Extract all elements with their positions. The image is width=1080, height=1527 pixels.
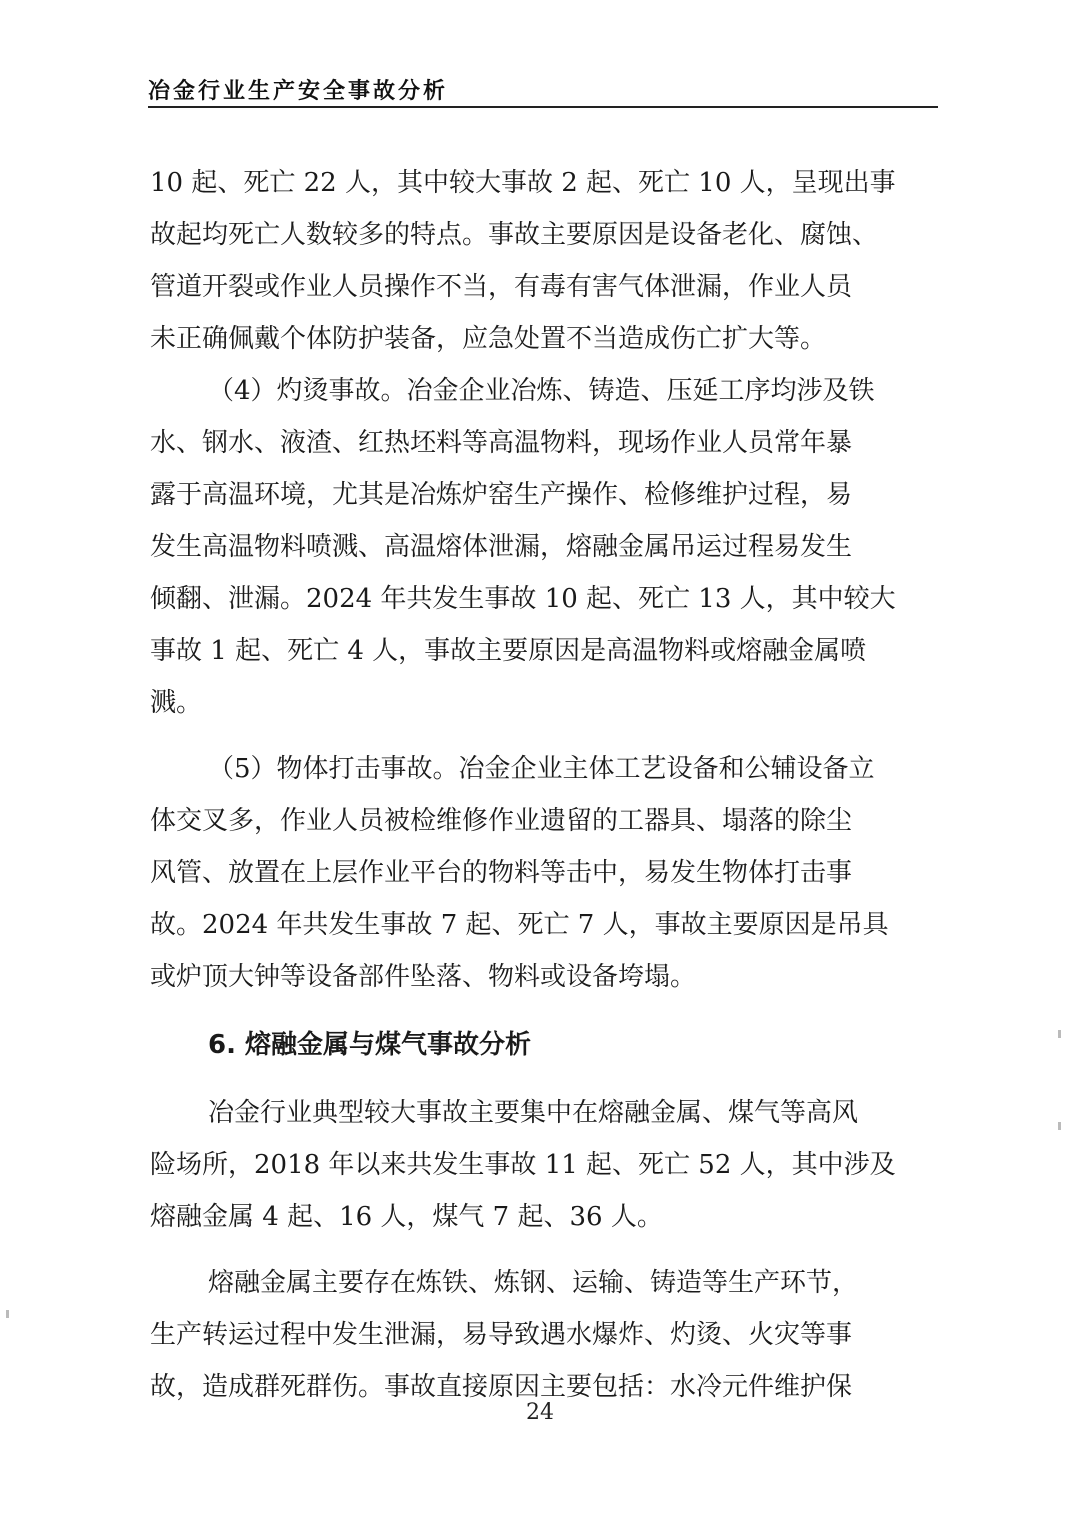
text-line: 水、钢水、液渣、红热坯料等高温物料，现场作业人员常年暴 [150,428,853,458]
paragraph [150,1087,940,1243]
text-line: 溅。 [150,688,203,718]
text-line: 熔融金属 4 起、16 人，煤气 7 起、36 人。 [150,1202,663,1232]
text-line: 管道开裂或作业人员操作不当，有毒有害气体泄漏，作业人员 [150,272,853,302]
paragraph [150,157,940,365]
scan-mark [1058,1030,1061,1038]
text-line: 生产转运过程中发生泄漏，易导致遇水爆炸、灼烫、火灾等事 [150,1320,853,1350]
text-line: 露于高温环境，尤其是冶炼炉窑生产操作、检修维护过程，易 [150,480,853,510]
paragraph-spacer [150,1003,940,1019]
text-line: 故，造成群死群伤。事故直接原因主要包括：水冷元件维护保 [150,1372,853,1402]
page-number: 24 [526,1400,554,1425]
paragraph [150,743,940,1003]
text-line: 熔融金属主要存在炼铁、炼钢、运输、铸造等生产环节， [208,1268,859,1298]
scan-mark [6,1310,9,1318]
text-line: （5）物体打击事故。冶金企业主体工艺设备和公辅设备立 [208,754,875,784]
text-line: 10 起、死亡 22 人，其中较大事故 2 起、死亡 10 人，呈现出事 [150,168,896,198]
text-line: （4）灼烫事故。冶金企业冶炼、铸造、压延工序均涉及铁 [208,376,875,406]
text-line: 故起均死亡人数较多的特点。事故主要原因是设备老化、腐蚀、 [150,220,879,250]
paragraph-spacer [150,1243,940,1257]
text-line: 发生高温物料喷溅、高温熔体泄漏，熔融金属吊运过程易发生 [150,532,853,562]
header-title: 冶金行业生产安全事故分析 [148,79,449,104]
text-line: 故。2024 年共发生事故 7 起、死亡 7 人，事故主要原因是吊具 [150,910,889,940]
text-line: 倾翻、泄漏。2024 年共发生事故 10 起、死亡 13 人，其中较大 [150,584,896,614]
paragraph-spacer [150,1071,940,1087]
running-header [148,74,938,108]
document-body [150,157,940,1413]
header-divider [148,106,938,108]
text-line: 未正确佩戴个体防护装备，应急处置不当造成伤亡扩大等。 [150,324,827,354]
section-heading: 6. 熔融金属与煤气事故分析 [208,1030,532,1060]
text-line: 冶金行业典型较大事故主要集中在熔融金属、煤气等高风 [208,1098,859,1128]
text-line: 或炉顶大钟等设备部件坠落、物料或设备垮塌。 [150,962,697,992]
paragraph-spacer [150,729,940,743]
text-line: 事故 1 起、死亡 4 人，事故主要原因是高温物料或熔融金属喷 [150,636,867,666]
paragraph [150,365,940,729]
paragraph [150,1257,940,1413]
text-line: 险场所，2018 年以来共发生事故 11 起、死亡 52 人，其中涉及 [150,1150,896,1180]
text-line: 体交叉多，作业人员被检维修作业遗留的工器具、塌落的除尘 [150,806,853,836]
text-line: 风管、放置在上层作业平台的物料等击中，易发生物体打击事 [150,858,853,888]
scan-mark [1058,1122,1061,1130]
